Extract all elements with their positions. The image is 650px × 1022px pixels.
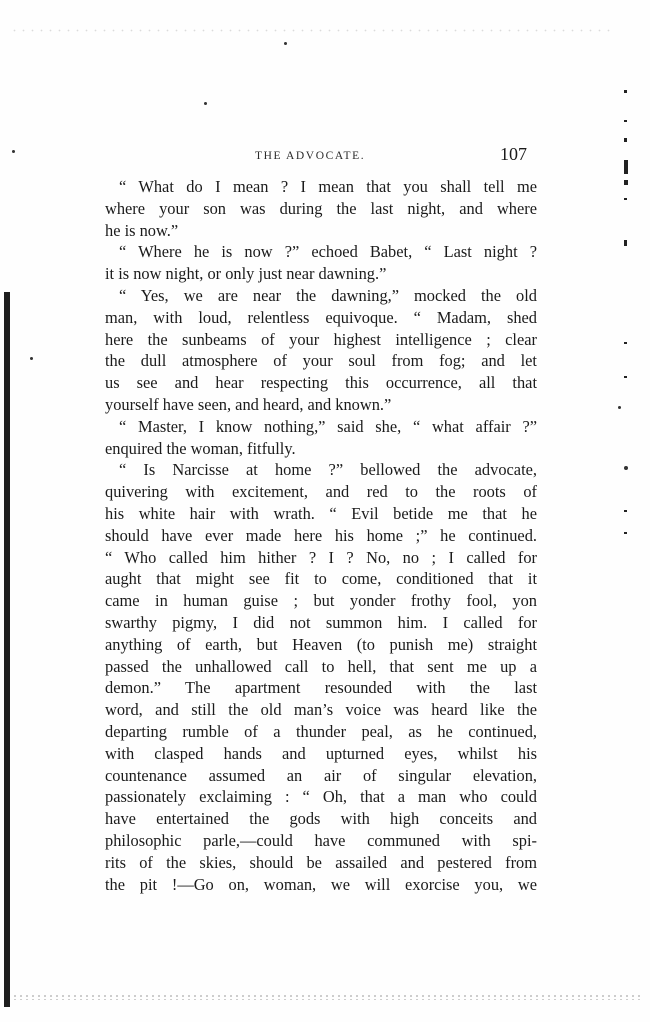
- text-line: departing rumble of a thunder peal, as he continued,: [105, 721, 537, 741]
- ink-speck: [624, 466, 628, 470]
- text-line: have entertained the gods with high conceits and: [105, 809, 537, 829]
- right-margin-marks: [620, 80, 636, 540]
- text-line: he is now.”: [105, 220, 179, 240]
- text-line: “ Yes, we are near the dawning,” mocked the old: [119, 285, 537, 305]
- text-line: philosophic parle,—could have communed with spi-: [105, 830, 537, 850]
- text-line: word, and still the old man’s voice was heard like the: [105, 700, 537, 720]
- text-line: the dull atmosphere of your soul from fog; and let: [105, 351, 537, 371]
- running-head: [105, 140, 537, 168]
- text-line: man, with loud, relentless equivoque. “ Madam, shed: [105, 307, 537, 327]
- text-line: came in human guise ; but yonder frothy fool, yon: [105, 591, 537, 611]
- text-line: aught that might see fit to come, conditioned that it: [105, 569, 537, 589]
- text-line: countenance assumed an air of singular elevation,: [105, 765, 537, 785]
- text-line: demon.” The apartment resounded with the last: [105, 678, 537, 698]
- text-line: here the sunbeams of your highest intelligence ; clear: [105, 329, 537, 349]
- ink-speck: [30, 357, 33, 360]
- text-line: yourself have seen, and heard, and known.”: [105, 394, 392, 414]
- text-line: “ Where he is now ?” echoed Babet, “ Last night ?: [119, 242, 537, 262]
- text-line: “ Who called him hither ? I ? No, no ; I called for: [105, 547, 537, 567]
- ink-speck: [12, 150, 15, 153]
- text-line: should have ever made here his home ;” he continued.: [105, 525, 537, 545]
- running-title: THE ADVOCATE.: [255, 150, 366, 162]
- text-line: rits of the skies, should be assailed and pestered from: [105, 852, 537, 872]
- text-line: us see and hear respecting this occurrence, all that: [105, 373, 537, 393]
- ink-speck: [204, 102, 207, 105]
- text-line: swarthy pigmy, I did not summon him. I called for: [105, 612, 537, 632]
- bottom-edge-speckle: [12, 994, 642, 1000]
- text-line: “ Master, I know nothing,” said she, “ what affair ?”: [119, 416, 537, 436]
- top-edge-speckle: [10, 28, 610, 33]
- ink-speck: [618, 406, 621, 409]
- text-line: passionately exclaiming : “ Oh, that a man who could: [105, 787, 537, 807]
- text-line: it is now night, or only just near dawning.”: [105, 264, 387, 284]
- text-line: the pit !—Go on, woman, we will exorcise you, we: [105, 874, 537, 894]
- text-line: anything of earth, but Heaven (to punish me) straight: [105, 634, 537, 654]
- text-line: quivering with excitement, and red to the roots of: [105, 482, 537, 502]
- body-text: [105, 176, 537, 895]
- page-number: 107: [500, 144, 527, 164]
- text-line: enquired the woman, fitfully.: [105, 438, 296, 458]
- text-line: passed the unhallowed call to hell, that sent me up a: [105, 656, 537, 676]
- text-line: where your son was during the last night, and where: [105, 198, 537, 218]
- text-line: “ What do I mean ? I mean that you shall tell me: [119, 177, 537, 196]
- text-line: with clasped hands and upturned eyes, whilst his: [105, 743, 537, 763]
- text-line: his white hair with wrath. “ Evil betide me that he: [105, 503, 537, 523]
- binding-gutter-shadow: [4, 292, 10, 1007]
- ink-speck: [284, 42, 287, 45]
- text-line: “ Is Narcisse at home ?” bellowed the advocate,: [119, 460, 537, 480]
